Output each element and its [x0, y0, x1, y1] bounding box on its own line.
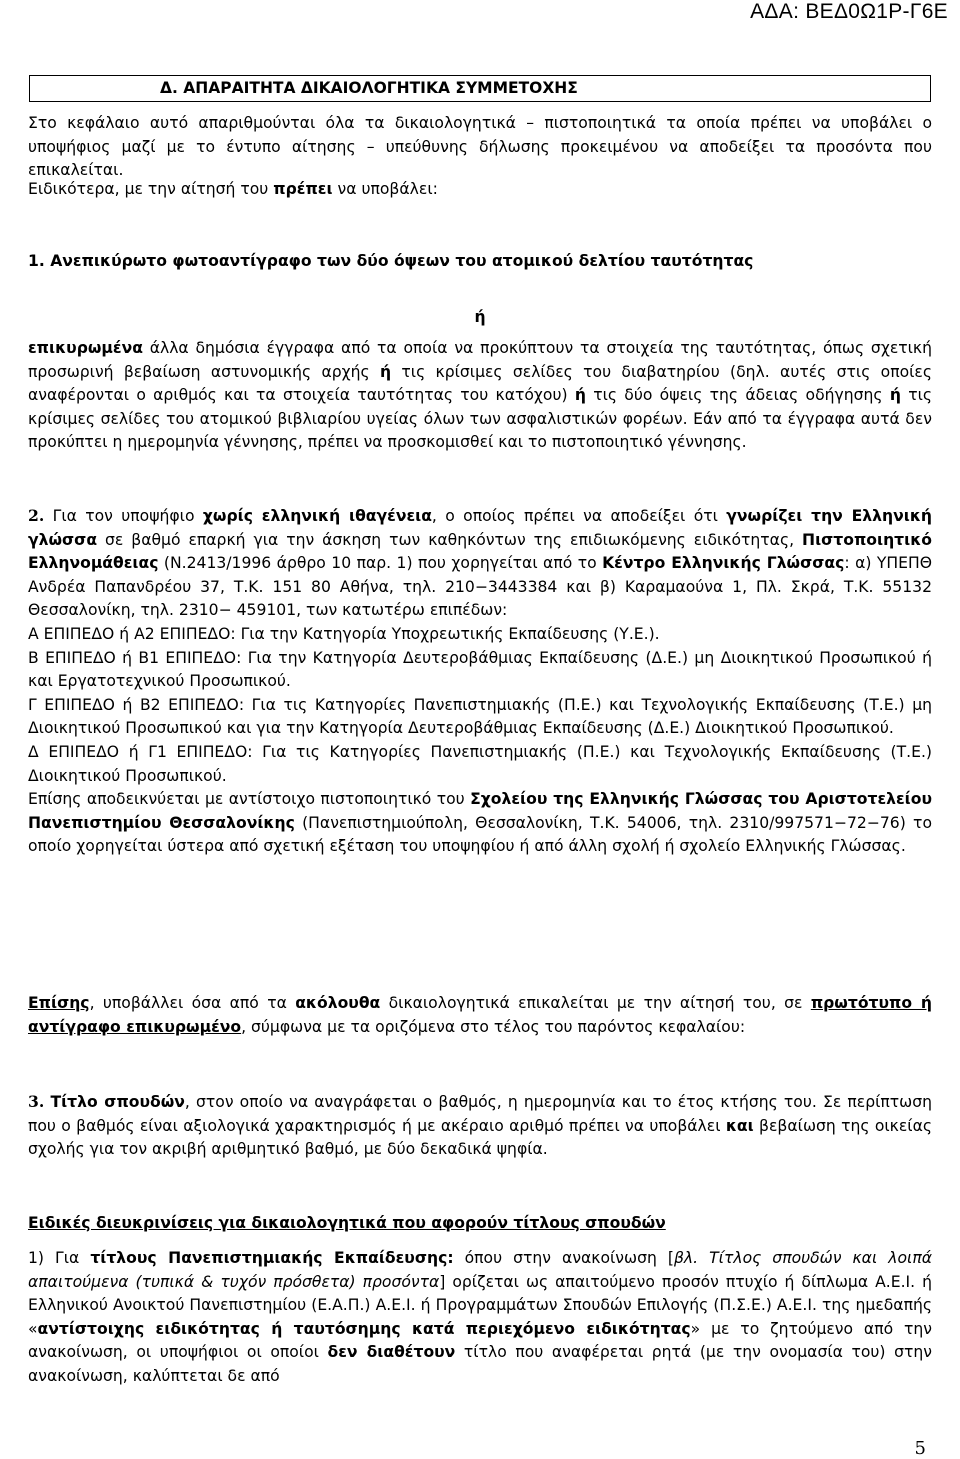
- also-f: , σύμφωνα με τα οριζόμενα στο τέλος του παρόντος κεφαλαίου:: [241, 1017, 746, 1036]
- special-a: 1) Για: [28, 1249, 91, 1267]
- item-2-f: Πιστοποιητικό Ελληνομάθειας: [28, 530, 932, 573]
- item-1-or-4: ή: [889, 386, 901, 405]
- item-1-title-text: 1. Ανεπικύρωτο φωτοαντίγραφο των δύο όψεων του ατομικού δελτίου ταυτότητας: [28, 252, 754, 270]
- item-1-text-2: άλλα δημόσια έγγραφα από τα οποία να προκύπτουν τα στοιχεία της ταυτότητας, όπως σχετική προσωρινή βεβαίωση αστυνομικής αρχής: [28, 339, 932, 381]
- document-code: ΑΔΑ: ΒΕΔ0Ω1Ρ-Γ6Ε: [750, 0, 948, 23]
- special-title-text: Ειδικές διευκρινίσεις για δικαιολογητικά που αφορούν τίτλους σπουδών: [28, 1214, 666, 1232]
- special-i: τίτλο που αναφέρεται ρητά (με την ονομασία του) στην ανακοίνωση, καλύπτεται δε από: [28, 1343, 932, 1385]
- special-body: [28, 1247, 932, 1389]
- special-c: όπου στην ανακοίνωση [: [453, 1249, 674, 1267]
- item-2-i: : α) ΥΠΕΠΘ Ανδρέα Παπανδρέου 37, Τ.Κ. 151 80 Αθήνα, τηλ. 210−3443384 και β) Καραμαούνα 1, Πλ. Σκρά, Τ.Κ. 55132 Θεσσαλονίκη, τηλ. 2310− 459101, των κατωτέρω επιπέδων:: [28, 554, 932, 620]
- item-1-or-3: ή: [574, 386, 586, 405]
- special-b: τίτλους Πανεπιστημιακής Εκπαίδευσης:: [90, 1249, 454, 1267]
- item-2-b: χωρίς ελληνική ιθαγένεια: [202, 507, 432, 525]
- special-h: δεν διαθέτουν: [327, 1343, 456, 1362]
- special-g: » με το ζητούμενο από την ανακοίνωση, οι υποψήφιοι οι οποίοι: [28, 1319, 933, 1362]
- item-3-b: , στον οποίο να αναγράφεται ο βαθμός, η ημερομηνία και το έτος κτήσης του. Σε περίπτωση που ο βαθμός είναι αξιολογικά χαρακτηρισμός ή με ακέραιο αριθμό πρέπει να υποβάλει: [28, 1093, 932, 1135]
- also-b: , υποβάλλει όσα από τα: [89, 994, 296, 1012]
- item-2-c: , ο οποίος πρέπει να αποδείξει ότι: [431, 507, 727, 525]
- item-1-text-6: τις δύο όψεις της άδειας οδήγησης: [585, 386, 890, 405]
- item-2-h: Κέντρο Ελληνικής Γλώσσας: [602, 554, 845, 573]
- level-g: Γ ΕΠΙΠΕΔΟ ή Β2 ΕΠΙΠΕΔΟ: Για τις Κατηγορίες Πανεπιστημιακής (Π.Ε.) και Τεχνολογικής Εκπαίδευσης (Τ.Ε.) μη Διοικητικού Προσωπικού και για την Κατηγορία Δευτεροβάθμιας Εκπαίδευσης (Δ.Ε.) Διοικητικού Προσωπικού.: [28, 695, 932, 738]
- also-e: πρωτότυπο ή αντίγραφο επικυρωμένο: [28, 994, 932, 1036]
- section-title: Δ. ΑΠΑΡΑΙΤΗΤΑ ΔΙΚΑΙΟΛΟΓΗΤΙΚΑ ΣΥΜΜΕΤΟΧΗΣ: [29, 75, 931, 102]
- intro-text-c: να υποβάλει:: [332, 180, 438, 198]
- item-1-text-4: τις κρίσιμες σελίδες του διαβατηρίου (δηλ. αυτές στις οποίες αναφέρονται ο αριθμός και τα στοιχεία ταυτότητας του κατόχου): [28, 362, 932, 405]
- special-e: ] ορίζεται ως απαιτούμενο προσόν πτυχίο ή δίπλωμα Α.Ε.Ι. ή Ελληνικού Ανοικτού Πανεπιστημίου (Ε.Α.Π.) Α.Ε.Ι. ή Προγραμμάτων Σπουδών Επιλογής (Π.Σ.Ε.) Α.Ε.Ι. της ημεδαπής «: [28, 1272, 932, 1338]
- special-f: αντίστοιχης ειδικότητας ή ταυτόσημης κατά περιεχόμενο ειδικότητας: [37, 1319, 691, 1338]
- level-d: Δ ΕΠΙΠΕΔΟ ή Γ1 ΕΠΙΠΕΔΟ: Για τις Κατηγορίες Πανεπιστημιακής (Π.Ε.) και Τεχνολογικής Εκπαίδευσης (Τ.Ε.) Διοικητικού Προσωπικού.: [28, 742, 932, 785]
- item-2-body: [28, 504, 932, 859]
- intro-text-bold: πρέπει: [273, 180, 333, 198]
- item-3-c: και: [725, 1116, 754, 1135]
- item-3-body: [28, 1090, 932, 1162]
- item-1-or-2: ή: [379, 362, 392, 381]
- item-1-title: [28, 250, 932, 274]
- level-a: Α ΕΠΙΠΕΔΟ ή Α2 ΕΠΙΠΕΔΟ: Για την Κατηγορία Υποχρεωτικής Εκπαίδευσης (Υ.Ε.).: [28, 624, 660, 643]
- item-2-e: σε βαθμό επαρκή για την άσκηση των καθηκόντων της επιδιωκόμενης ειδικότητας,: [97, 530, 803, 549]
- level-b: Β ΕΠΙΠΕΔΟ ή Β1 ΕΠΙΠΕΔΟ: Για την Κατηγορία Δευτεροβάθμιας Εκπαίδευσης (Δ.Ε.) μη Διοικητικού Προσωπικού ή και Εργατοτεχνικού Προσωπικού.: [28, 648, 932, 691]
- item-2-g: (Ν.2413/1996 άρθρο 10 παρ. 1) που χορηγείται από το: [158, 554, 603, 573]
- item-2-d: γνωρίζει την Ελληνική γλώσσα: [28, 507, 933, 549]
- item-3-a: Τίτλο σπουδών: [50, 1093, 185, 1111]
- item-1-or: ή: [474, 308, 486, 326]
- item-2-j: Επίσης αποδεικνύεται με αντίστοιχο πιστοποιητικό του: [28, 790, 471, 809]
- special-d: βλ. Τίτλος σπουδών και λοιπά απαιτούμενα (τυπικά & τυχόν πρόσθετα) προσόντα: [28, 1249, 932, 1291]
- intro-paragraph: Στο κεφάλαιο αυτό απαριθμούνται όλα τα δικαιολογητικά – πιστοποιητικά τα οποία πρέπει να υποβάλει ο υποψήφιος μαζί με το έντυπο αίτησης – υπεύθυνης δήλωσης προκειμένου να αποδείξει τα προσόντα που επικαλείται.: [28, 114, 932, 180]
- item-2-l: (Πανεπιστημιούπολη, Θεσσαλονίκη, Τ.Κ. 54006, τηλ. 2310/997571−72−76) το οποίο χορηγείται ύστερα από σχετική εξέταση του υποψηφίου ή από άλλη σχολή ή σχολείο Ελληνικής Γλώσσας.: [28, 813, 932, 856]
- item-2-k: Σχολείου της Ελληνικής Γλώσσας του Αριστοτελείου Πανεπιστημίου Θεσσαλονίκης: [28, 790, 932, 832]
- also-a: Επίσης: [28, 994, 90, 1012]
- page-number: 5: [914, 1438, 926, 1459]
- item-1-bold-certified: επικυρωμένα: [28, 339, 143, 357]
- also-paragraph: [28, 992, 932, 1039]
- intro-line: [28, 178, 932, 202]
- also-d: δικαιολογητικά επικαλείται με την αίτησή του, σε: [380, 994, 811, 1012]
- item-1-text-8: τις κρίσιμες σελίδες του ατομικού βιβλιαρίου υγείας όλων των ασφαλιστικών φορέων. Εάν από τα έγγραφα αυτά δεν προκύπτει η ημερομηνία γέννησης, πρέπει να προσκομισθεί και το πιστοποιητικό γέννησης.: [28, 386, 933, 452]
- item-3-d: βεβαίωση της οικείας σχολής για τον ακριβή αριθμητικό βαθμό, με δύο δεκαδικά ψηφία.: [28, 1116, 933, 1159]
- item-2-a: Για τον υποψήφιο: [44, 507, 203, 525]
- special-title: [28, 1212, 932, 1236]
- also-c: ακόλουθα: [295, 994, 381, 1012]
- intro-text-a: Ειδικότερα, με την αίτησή του: [28, 180, 274, 198]
- item-1-body: [28, 337, 932, 455]
- item-2-number: 2.: [28, 506, 45, 525]
- item-3-number: 3.: [28, 1092, 45, 1111]
